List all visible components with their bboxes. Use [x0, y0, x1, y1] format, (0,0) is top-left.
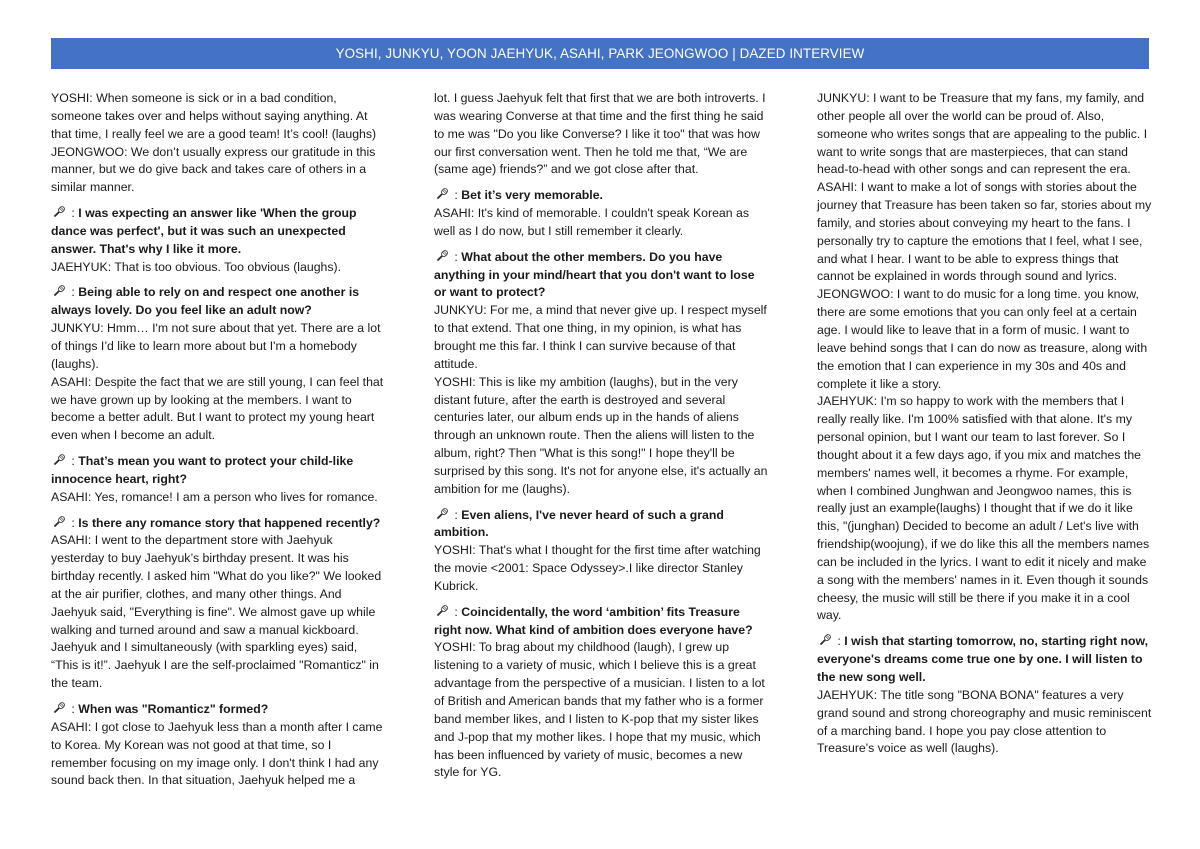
- answer-paragraph: YOSHI: This is like my ambition (laughs), but in the very distant future, after the earth is destroyed and several centuries later, our album ends up in the hands of aliens through an unknown route. Then the aliens will listen to the album, right? Then "What is this song!" I hope they'll be surprised by this song. It's not for anyone else, it's actually an ambition for me (laughs).: [434, 374, 768, 496]
- answer-paragraph: ASAHI: Yes, romance! I am a person who lives for romance.: [51, 489, 378, 504]
- qa-block: [51, 515, 387, 693]
- answer-paragraph: ASAHI: I want to make a lot of songs with stories about the journey that Treasure has been taken so far, stories about my family, and stories about conveying my heart to the fans. I personally try to capture the emotions that I feel, what I see, and what I hear. I want to be able to express things that cannot be explained in words through sound and lyrics.: [817, 180, 1152, 284]
- answer-paragraph: JUNKYU: For me, a mind that never give up. I respect myself to that extend. That one thing, in my opinion, is what has brought me this far. I think I can survive because of that attitude.: [434, 303, 767, 371]
- page-title: YOSHI, JUNKYU, YOON JAEHYUK, ASAHI, PARK JEONGWOO | DAZED INTERVIEW: [51, 38, 1149, 69]
- question-colon: :: [454, 188, 462, 203]
- answer-paragraph: YOSHI: To brag about my childhood (laugh), I grew up listening to a variety of music, which I believe this is a great advantage from the perspective of a musician. I listen to a lot of British and American bands that my father who is a former band member likes, and I listen to K-pop that my sister likes and J-pop that my mother likes. I hope that my music, which has been influenced by variety of music, becomes a new style for YG.: [434, 640, 765, 780]
- answer-block: [817, 90, 1153, 625]
- answer-paragraph: ASAHI: I got close to Jaehyuk less than a month after I came to Korea. My Korean was not good at that time, so I remember focusing on my image only. I don't think I had any sound back then. In that situation, Jaehyuk helped me a: [51, 719, 383, 788]
- interview-question: [51, 515, 387, 533]
- answer-paragraph: ASAHI: Despite the fact that we are still young, I can feel that we have grown up by looking at the members. I want to become a better adult. But I want to protect my young heart even when I become an adult.: [51, 374, 384, 443]
- microphone-icon: [434, 507, 450, 521]
- microphone-icon: [51, 284, 67, 298]
- answer-paragraph: JAEHYUK: I'm so happy to work with the members that I really really like. I'm 100% satisfied with that alone. It's my personal opinion, but I want our team to last forever. So I thought about it a few days ago, if you mix and matches the members' names well, it becomes a rhyme. For example, when I combined Junghwan and Jeongwoo names, this is really just an example(laughs) I thought that if we do it like this, "(junghan) Decided to become an adult / Let's live with friendship(woojung), if we do like this all the members names can be included in the lyrics. I want to edit it nicely and make a song with the members' names in it. Even though it sounds cheesy, the music will still be there if you make it in a cool way.: [817, 394, 1150, 623]
- question-colon: :: [837, 634, 845, 649]
- question-text: I was expecting an answer like 'When the group dance was perfect', but it was such an unexpected answer. That's why I like it more.: [51, 206, 357, 256]
- interview-question: [434, 249, 770, 303]
- question-colon: :: [454, 604, 462, 619]
- microphone-icon: [51, 453, 67, 467]
- interview-question: [434, 187, 770, 205]
- answer-paragraph: JUNKYU: Hmm… I'm not sure about that yet. There are a lot of things I’d like to learn more about but I'm a homebody (laughs).: [51, 321, 381, 371]
- microphone-icon: [434, 187, 450, 201]
- microphone-icon: [51, 205, 67, 219]
- question-text: Even aliens, I've never heard of such a grand ambition.: [434, 507, 724, 540]
- question-colon: :: [454, 507, 462, 522]
- answer-paragraph: YOSHI: That's what I thought for the first time after watching the movie <2001: Space Odyssey>.I like director Stanley Kubrick.: [434, 543, 761, 593]
- answer-paragraph: JUNKYU: I want to be Treasure that my fans, my family, and other people all over the world can be proud of. Also, someone who writes songs that are appealing to the public. I want to write songs that are masterpieces, that can stand head-to-head with other songs and can represent the era.: [817, 91, 1148, 177]
- answer-paragraph: JEONGWOO: I want to do music for a long time. you know, there are some emotions that you can only feel at a certain age. I would like to leave that in a form of music. I want to leave behind songs that I can do now as treasure, along with the emotion that I can experience in my 30s and 40s and complete it like a story.: [817, 287, 1148, 391]
- qa-block: [434, 604, 770, 782]
- interview-question: [434, 507, 770, 543]
- answer-paragraph: JAEHYUK: The title song "BONA BONA" features a very grand sound and strong choreography and music reminiscent of a marching band. I hope you pay close attention to Treasure's voice as well (laughs).: [817, 687, 1152, 756]
- answer-paragraph: lot. I guess Jaehyuk felt that first that we are both introverts. I was wearing Converse at that time and the first thing he said to me was "Do you like Converse? I like it too" that was how our first conversation went. Then he told me that, “We are (same age) friends?” and we got close after that.: [434, 91, 766, 177]
- question-text: Bet it’s very memorable.: [461, 188, 603, 203]
- interview-question: [51, 284, 387, 320]
- interview-question: [434, 604, 770, 640]
- qa-block: [434, 187, 770, 241]
- question-colon: :: [71, 454, 79, 469]
- answer-paragraph: JEONGWOO: We don’t usually express our gratitude in this manner, but we do give back and takes care of others in a similar manner.: [51, 144, 376, 195]
- qa-block: [51, 701, 387, 790]
- answer-block: [434, 90, 770, 179]
- microphone-icon: [434, 604, 450, 618]
- interview-question: [51, 205, 387, 259]
- qa-block: [51, 284, 387, 445]
- qa-block: [817, 633, 1153, 758]
- question-text: I wish that starting tomorrow, no, starting right now, everyone's dreams come true one by one. I will listen to the new song well.: [817, 634, 1149, 684]
- answer-paragraph: ASAHI: I went to the department store with Jaehyuk yesterday to buy Jaehyuk’s birthday present. It was his birthday recently. I asked him "What do you like?" We looked at the air purifier, clothes, and many other things. And Jaehyuk said, "Everything is fine". We almost gave up while walking and turned around and saw a manual kickboard. Jaehyuk and I simultaneously (with sparkling eyes) said, “This is it!”. Jaehyuk I are the self-proclaimed "Romanticz" in the team.: [51, 533, 382, 691]
- microphone-icon: [51, 701, 67, 715]
- qa-block: [51, 453, 387, 507]
- question-colon: :: [71, 515, 79, 530]
- microphone-icon: [434, 249, 450, 263]
- column-3: [817, 90, 1153, 766]
- qa-block: [434, 507, 770, 596]
- qa-block: [434, 249, 770, 499]
- question-text: Is there any romance story that happened recently?: [78, 515, 381, 530]
- column-1: [51, 90, 387, 798]
- question-colon: :: [454, 249, 462, 264]
- interview-question: [51, 701, 387, 719]
- question-colon: :: [71, 702, 79, 716]
- microphone-icon: [51, 515, 67, 529]
- answer-block: [51, 90, 387, 197]
- interview-question: [51, 453, 387, 489]
- question-colon: :: [71, 206, 79, 221]
- microphone-icon: [817, 633, 833, 647]
- column-2: [434, 90, 770, 790]
- question-colon: :: [71, 285, 79, 300]
- answer-paragraph: YOSHI: When someone is sick or in a bad condition, someone takes over and helps without saying anything. At that time, I really feel we are a good team! It’s cool! (laughs): [51, 91, 377, 141]
- question-text: Coincidentally, the word ‘ambition’ fits Treasure right now. What kind of ambition does everyone have?: [434, 604, 753, 637]
- question-text: When was "Romanticz" formed?: [78, 702, 269, 716]
- question-text: What about the other members. Do you have anything in your mind/heart that you don't want to lose or want to protect?: [434, 249, 755, 300]
- answer-paragraph: ASAHI: It's kind of memorable. I couldn't speak Korean as well as I do now, but I still remember it clearly.: [434, 206, 750, 238]
- interview-question: [817, 633, 1153, 687]
- answer-paragraph: JAEHYUK: That is too obvious. Too obvious (laughs).: [51, 259, 342, 274]
- question-text: That’s mean you want to protect your child-like innocence heart, right?: [51, 454, 354, 486]
- question-text: Being able to rely on and respect one another is always lovely. Do you feel like an adult now?: [51, 285, 360, 318]
- qa-block: [51, 205, 387, 276]
